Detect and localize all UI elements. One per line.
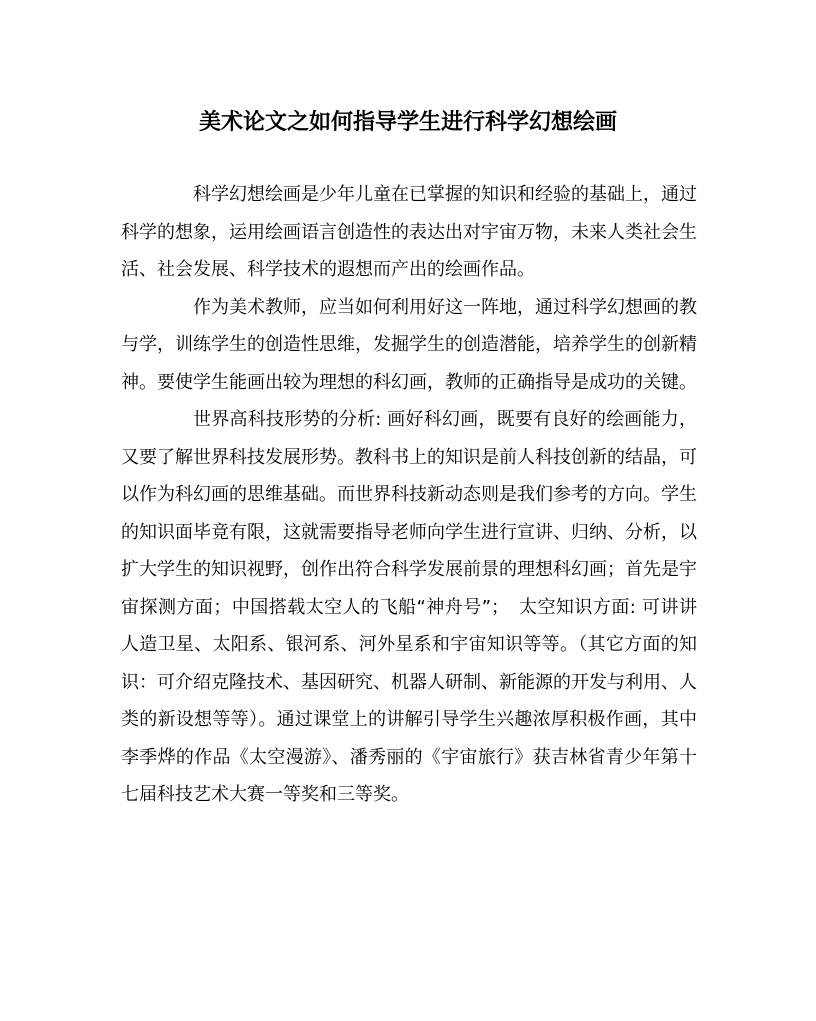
paragraph-3: 世界高科技形势的分析: 画好科幻画，既要有良好的绘画能力，又要了解世界科技发展形势。教科书上的知识是前人科技创新的结晶，可以作为科幻画的思维基础。而世界科技新动态则是我们参考的方向。学生的知识面毕竟有限，这就需要指导老师向学生进行宣讲、归纳、分析，以扩大学生的知识视野，创作出符合科学发展前景的理想科幻画；首先是宇宙探测方面；中国搭载太空人的飞船“神舟号”； 太空知识方面: 可讲讲人造卫星、太阳系、银河系、河外星系和宇宙知识等等。（其它方面的知识：可介绍克隆技术、基因研究、机器人研制、新能源的开发与利用、人类的新设想等等）。通过课堂上的讲解引导学生兴趣浓厚积极作画，其中李季烨的作品《太空漫游》、潘秀丽的《宇宙旅行》获吉林省青少年第十七届科技艺术大赛一等奖和三等奖。: [121, 409, 697, 805]
document-title: 美术论文之如何指导学生进行科学幻想绘画: [198, 109, 617, 135]
paragraph-1: 科学幻想绘画是少年儿童在已掌握的知识和经验的基础上，通过科学的想象，运用绘画语言创造性的表达出对宇宙万物，未来人类社会生活、社会发展、科学技术的遐想而产出的绘画作品。: [121, 184, 697, 280]
paragraph-2: 作为美术教师，应当如何利用好这一阵地，通过科学幻想画的教与学，训练学生的创造性思维，发掘学生的创造潜能，培养学生的创新精神。要使学生能画出较为理想的科幻画，教师的正确指导是成功的关键。: [121, 296, 697, 393]
document-body: [121, 176, 697, 814]
